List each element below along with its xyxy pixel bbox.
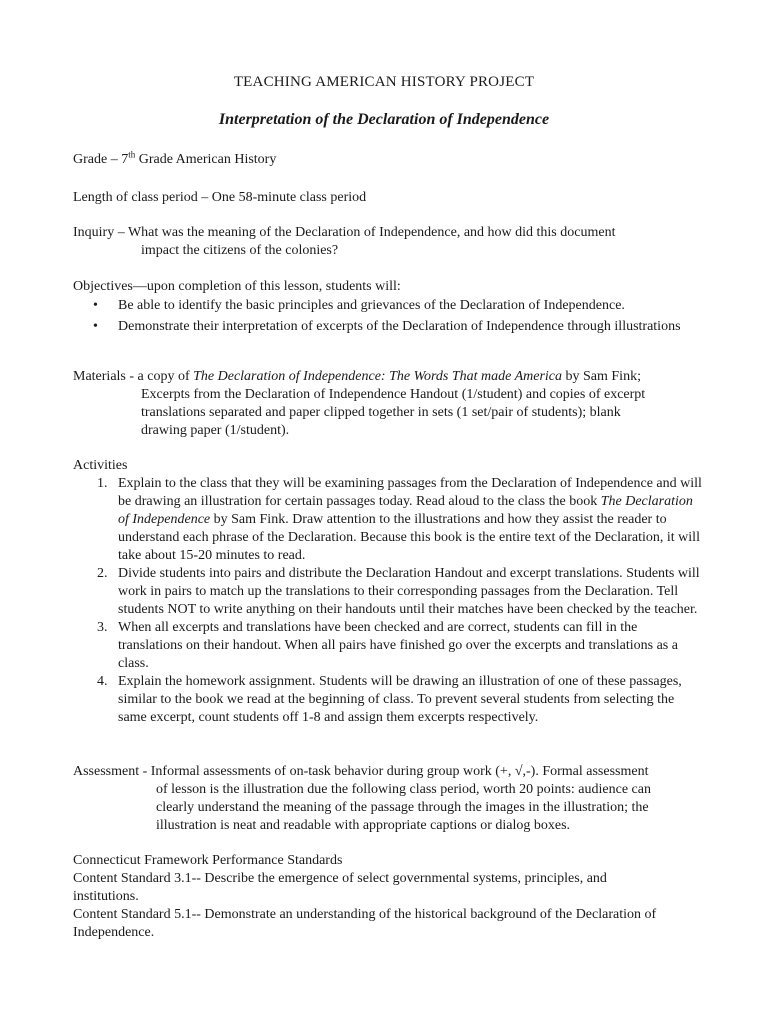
project-heading: TEACHING AMERICAN HISTORY PROJECT xyxy=(233,74,535,90)
grade-prefix: Grade – 7 xyxy=(73,152,129,167)
bullet: • xyxy=(93,319,98,334)
assessment-line: illustration is neat and readable with appropriate captions or dialog boxes. xyxy=(156,818,571,833)
activity-number: 3. xyxy=(97,620,108,635)
materials-author: by Sam Fink; xyxy=(562,369,641,384)
inquiry-section xyxy=(73,224,733,260)
assessment-section xyxy=(73,763,733,835)
objective-text: Demonstrate their interpretation of excerpts of the Declaration of Independence through illustrations xyxy=(118,319,681,334)
objectives-section xyxy=(73,278,733,336)
objective-text: Be able to identify the basic principles and grievances of the Declaration of Independence. xyxy=(118,298,625,313)
materials-line: translations separated and paper clipped together in sets (1 set/pair of students); blank xyxy=(141,405,621,420)
grade-superscript: th xyxy=(128,149,136,160)
activity-item xyxy=(73,475,703,565)
materials-line: Excerpts from the Declaration of Independence Handout (1/student) and copies of excerpt xyxy=(141,387,646,402)
assessment-line: clearly understand the meaning of the passage through the images in the illustration; the xyxy=(156,800,649,815)
materials-line-1 xyxy=(73,368,733,386)
objectives-list xyxy=(73,297,733,336)
bullet: • xyxy=(93,298,98,313)
activity-text: Explain to the class that they will be examining passages from the Declaration of Independence and will be drawing an illustration for certain passages today. Read aloud to the class the book xyxy=(118,476,702,509)
activity-text-cont: by Sam Fink. Draw attention to the illustrations and how they assist the reader to understand each phrase of the Declaration. Because this book is the entire text of the Declaration, it will take about 15-20 minutes to read. xyxy=(118,512,700,563)
objective-item xyxy=(73,297,733,315)
materials-book-title: The Declaration of Independence: The Words That made America xyxy=(193,369,562,384)
activity-item xyxy=(73,565,703,619)
objective-item xyxy=(73,318,733,336)
assessment-line: of lesson is the illustration due the following class period, worth 20 points: audience can xyxy=(156,782,651,797)
activity-item xyxy=(73,673,703,727)
standards-section xyxy=(73,852,673,942)
content-standard: Content Standard 3.1-- Describe the emergence of select governmental systems, principles, and institutions. xyxy=(73,871,607,904)
materials-lead: Materials - a copy of xyxy=(73,369,194,384)
activities-list xyxy=(73,475,703,727)
activities-heading: Activities xyxy=(73,458,128,473)
activity-number: 4. xyxy=(97,674,108,689)
activity-item xyxy=(73,619,703,673)
activity-text: Explain the homework assignment. Students will be drawing an illustration of one of these passages, similar to the book we read at the beginning of class. To prevent several students from selecting the same excerpt, count students off 1-8 and assign them excerpts respectively. xyxy=(118,674,682,725)
activity-text: Divide students into pairs and distribute the Declaration Handout and excerpt translations. Students will work in pairs to match up the translations to their corresponding passages from the Declaration. Tell students NOT to write anything on their handouts until their matches have been checked by the teacher. xyxy=(118,566,700,617)
inquiry-line-2: impact the citizens of the colonies? xyxy=(141,243,339,258)
content-standard: Content Standard 5.1-- Demonstrate an understanding of the historical background of the Declaration of Independence. xyxy=(73,907,657,940)
inquiry-line-1: Inquiry – What was the meaning of the Declaration of Independence, and how did this document xyxy=(73,225,616,240)
activity-book-title: The Declaration of Independence xyxy=(118,494,693,527)
activities-section xyxy=(73,457,703,727)
assessment-line-1: Assessment - Informal assessments of on-task behavior during group work (+, √,-). Formal assessment xyxy=(73,764,649,779)
materials-section xyxy=(73,368,733,440)
class-length: Length of class period – One 58-minute class period xyxy=(73,190,367,205)
grade-line xyxy=(73,151,733,169)
materials-line: drawing paper (1/student). xyxy=(141,423,290,438)
lesson-title: Interpretation of the Declaration of Independence xyxy=(218,111,550,128)
standards-heading: Connecticut Framework Performance Standards xyxy=(73,853,343,868)
activity-number: 2. xyxy=(97,566,108,581)
objectives-intro: Objectives—upon completion of this lesson, students will: xyxy=(73,279,401,294)
activity-text: When all excerpts and translations have been checked and are correct, students can fill in the translations on their handout. When all pairs have finished go over the excerpts and translations as a class. xyxy=(118,620,678,671)
activity-number: 1. xyxy=(97,476,108,491)
grade-suffix: Grade American History xyxy=(135,152,277,167)
